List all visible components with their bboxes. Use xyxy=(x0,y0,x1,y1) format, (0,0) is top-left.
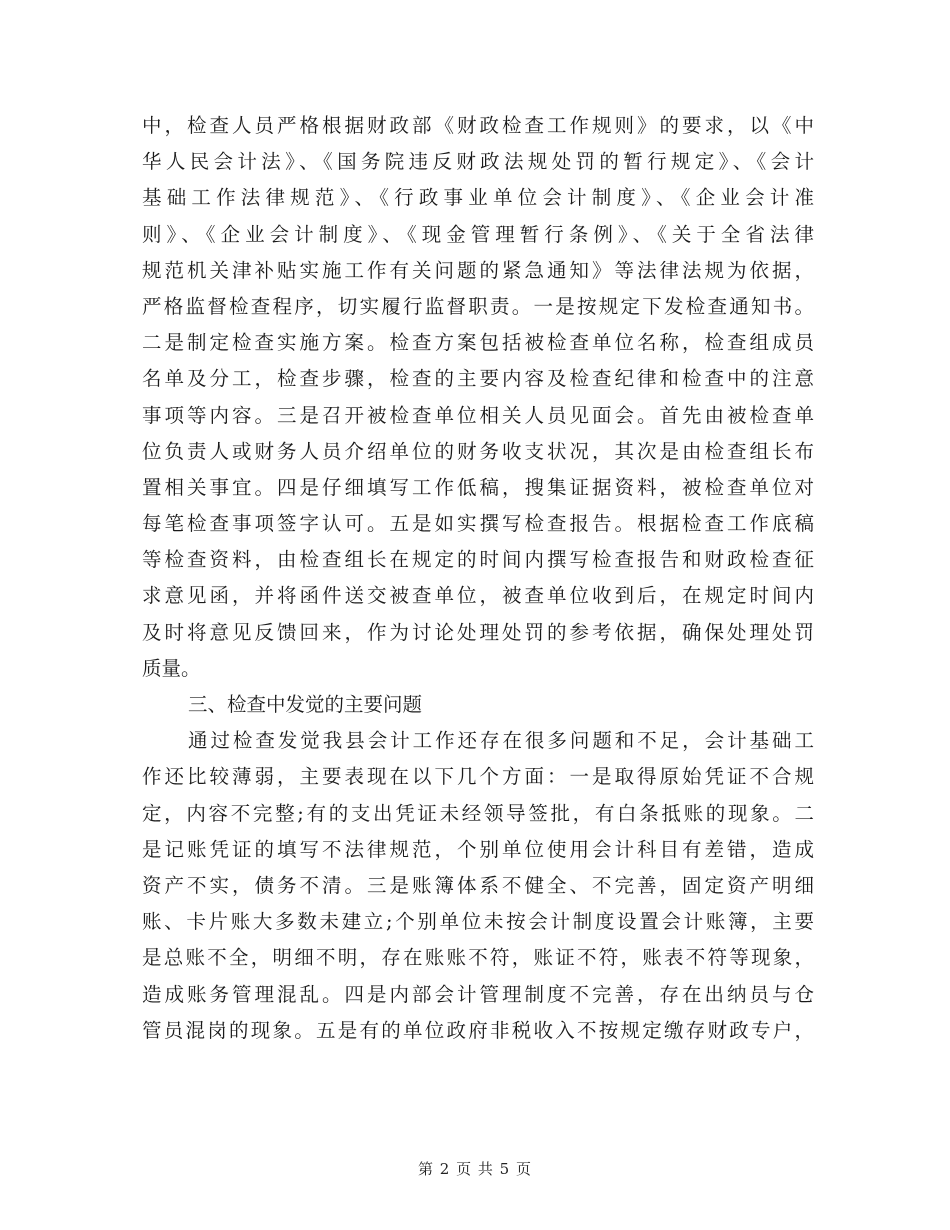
text-line: 名单及分工，检查步骤，检查的主要内容及检查纪律和检查中的注意 xyxy=(142,367,814,391)
text-line: 位负责人或财务人员介绍单位的财务收支状况，其次是由检查组长布 xyxy=(142,439,814,463)
text-line: 管员混岗的现象。五是有的单位政府非税收入不按规定缴存财政专户， xyxy=(142,1018,814,1042)
text-line: 定，内容不完整;有的支出凭证未经领导签批，有白条抵账的现象。二 xyxy=(142,801,814,825)
text-line: 质量。 xyxy=(142,656,201,680)
text-line: 及时将意见反馈回来，作为讨论处理处罚的参考依据，确保处理处罚 xyxy=(142,620,814,644)
paragraph-1 xyxy=(142,108,814,687)
page-number-footer: 第 2 页 共 5 页 xyxy=(418,1160,532,1178)
document-body xyxy=(142,108,814,1049)
text-line: 二是制定检查实施方案。检查方案包括被检查单位名称，检查组成员 xyxy=(142,331,814,355)
text-line: 严格监督检查程序，切实履行监督职责。一是按规定下发检查通知书。 xyxy=(142,294,814,318)
text-line: 是总账不全，明细不明，存在账账不符，账证不符，账表不符等现象， xyxy=(142,946,814,970)
text-line: 造成账务管理混乱。四是内部会计管理制度不完善，存在出纳员与仓 xyxy=(142,982,814,1006)
text-line: 每笔检查事项签字认可。五是如实撰写检查报告。根据检查工作底稿 xyxy=(142,512,814,536)
text-line: 置相关事宜。四是仔细填写工作低稿，搜集证据资料，被检查单位对 xyxy=(142,475,814,499)
text-line: 规范机关津补贴实施工作有关问题的紧急通知》等法律法规为依据， xyxy=(142,258,814,282)
text-line: 通过检查发觉我县会计工作还存在很多问题和不足，会计基础工 xyxy=(188,729,814,753)
paragraph-2 xyxy=(142,723,814,1049)
text-line: 作还比较薄弱，主要表现在以下几个方面：一是取得原始凭证不合规 xyxy=(142,765,814,789)
text-line: 事项等内容。三是召开被检查单位相关人员见面会。首先由被检查单 xyxy=(142,403,814,427)
text-line: 华人民会计法》、《国务院违反财政法规处罚的暂行规定》、《会计 xyxy=(142,150,814,174)
text-line: 账、卡片账大多数未建立;个别单位未按会计制度设置会计账簿，主要 xyxy=(142,910,814,934)
section-heading: 三、检查中发觉的主要问题 xyxy=(188,693,423,716)
text-line: 资产不实，债务不清。三是账簿体系不健全、不完善，固定资产明细 xyxy=(142,873,814,897)
text-line: 中，检查人员严格根据财政部《财政检查工作规则》的要求，以《中 xyxy=(142,114,814,137)
text-line: 则》、《企业会计制度》、《现金管理暂行条例》、《关于全省法律 xyxy=(142,222,814,246)
text-line: 等检查资料，由检查组长在规定的时间内撰写检查报告和财政检查征 xyxy=(142,548,814,572)
text-line: 基础工作法律规范》、《行政事业单位会计制度》、《企业会计准 xyxy=(142,186,814,210)
text-line: 是记账凭证的填写不法律规范，个别单位使用会计科目有差错，造成 xyxy=(142,837,814,861)
text-line: 求意见函，并将函件送交被查单位，被查单位收到后，在规定时间内 xyxy=(142,584,814,608)
